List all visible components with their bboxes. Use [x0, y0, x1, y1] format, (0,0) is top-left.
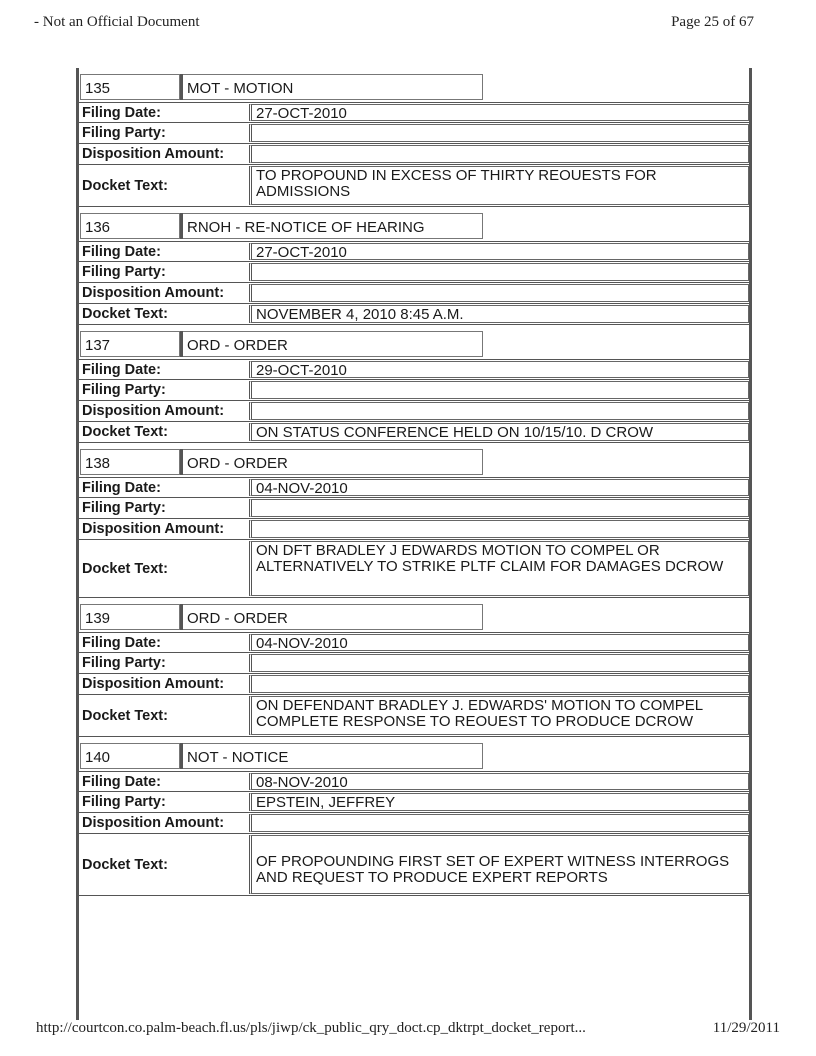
- filing-party-row: [78, 498, 752, 519]
- page-number: Page 25 of 67: [671, 14, 754, 30]
- filing-party-value: [249, 381, 749, 399]
- filing-party-value: [249, 499, 749, 517]
- entry-number: 140: [80, 743, 180, 769]
- docket-text-row: [78, 422, 752, 443]
- entry-type: RNOH - RE-NOTICE OF HEARING: [183, 213, 483, 239]
- filing-party-label: Filing Party:: [82, 655, 166, 671]
- disposition-amount-label: Disposition Amount:: [82, 146, 225, 162]
- filing-date-label: Filing Date:: [82, 104, 161, 121]
- docket-text-row: [78, 834, 752, 896]
- filing-date-label: Filing Date:: [82, 634, 161, 651]
- filing-date-value: 29-OCT-2010: [249, 361, 749, 378]
- filing-date-value: 27-OCT-2010: [249, 243, 749, 260]
- disposition-amount-label: Disposition Amount:: [82, 676, 225, 692]
- docket-text-label: Docket Text:: [82, 856, 168, 873]
- filing-party-row: [78, 792, 752, 813]
- filing-party-label: Filing Party:: [82, 125, 166, 141]
- disposition-amount-value: [249, 675, 749, 693]
- docket-text-label: Docket Text:: [82, 424, 168, 440]
- docket-text-row: [78, 695, 752, 737]
- docket-text-label: Docket Text:: [82, 177, 168, 194]
- docket-text-row: [78, 540, 752, 598]
- filing-date-label: Filing Date:: [82, 479, 161, 496]
- docket-text-row: [78, 304, 752, 325]
- entry-type: ORD - ORDER: [183, 604, 483, 630]
- filing-party-label: Filing Party:: [82, 500, 166, 516]
- disposition-amount-row: [78, 519, 752, 540]
- filing-date-value: 27-OCT-2010: [249, 104, 749, 121]
- print-date: 11/29/2011: [712, 1020, 780, 1036]
- docket-text-label: Docket Text:: [82, 306, 168, 322]
- entry-number: 138: [80, 449, 180, 475]
- entry-type: NOT - NOTICE: [183, 743, 483, 769]
- docket-text-label: Docket Text:: [82, 707, 168, 724]
- filing-date-label: Filing Date:: [82, 773, 161, 790]
- entry-type: MOT - MOTION: [183, 74, 483, 100]
- disposition-amount-row: [78, 283, 752, 304]
- disposition-amount-label: Disposition Amount:: [82, 403, 225, 419]
- filing-party-label: Filing Party:: [82, 794, 166, 810]
- entry-type: ORD - ORDER: [183, 331, 483, 357]
- disposition-amount-label: Disposition Amount:: [82, 815, 225, 831]
- filing-party-row: [78, 262, 752, 283]
- filing-party-row: [78, 653, 752, 674]
- disposition-amount-value: [249, 520, 749, 538]
- filing-party-row: [78, 123, 752, 144]
- filing-party-label: Filing Party:: [82, 264, 166, 280]
- docket-entry-header: [76, 447, 752, 477]
- docket-report: [76, 72, 752, 896]
- filing-date-label: Filing Date:: [82, 243, 161, 260]
- page-header: [34, 14, 754, 34]
- disposition-amount-label: Disposition Amount:: [82, 285, 225, 301]
- docket-entry-header: [76, 741, 752, 771]
- filing-date-value: 08-NOV-2010: [249, 773, 749, 790]
- entry-type: ORD - ORDER: [183, 449, 483, 475]
- source-url: http://courtcon.co.palm-beach.fl.us/pls/jiwp/ck_public_qry_doct.cp_dktrpt_docket_report...: [36, 1020, 586, 1036]
- filing-party-value: [249, 263, 749, 281]
- disposition-amount-value: [249, 814, 749, 832]
- docket-text-value: TO PROPOUND IN EXCESS OF THIRTY REOUESTS FOR ADMISSIONS: [249, 166, 749, 205]
- docket-text-label: Docket Text:: [82, 560, 168, 577]
- docket-entry-header: [76, 329, 752, 359]
- filing-date-row: [78, 771, 752, 792]
- docket-entry-header: [76, 602, 752, 632]
- page-footer: [36, 1020, 780, 1037]
- docket-text-value: OF PROPOUNDING FIRST SET OF EXPERT WITNESS INTERROGS AND REQUEST TO PRODUCE EXPERT REPORTS: [249, 835, 749, 894]
- disposition-amount-row: [78, 401, 752, 422]
- docket-text-value: ON DEFENDANT BRADLEY J. EDWARDS' MOTION TO COMPEL COMPLETE RESPONSE TO REOUEST TO PRODUCE DCROW: [249, 696, 749, 735]
- docket-text-value: NOVEMBER 4, 2010 8:45 A.M.: [249, 305, 749, 323]
- filing-date-row: [78, 359, 752, 380]
- disposition-amount-row: [78, 813, 752, 834]
- filing-date-label: Filing Date:: [82, 361, 161, 378]
- docket-entry-header: [76, 72, 752, 102]
- entry-number: 139: [80, 604, 180, 630]
- filing-party-value: [249, 124, 749, 142]
- disclaimer-text: - Not an Official Document: [34, 14, 200, 30]
- disposition-amount-value: [249, 402, 749, 420]
- filing-date-value: 04-NOV-2010: [249, 479, 749, 496]
- filing-date-row: [78, 241, 752, 262]
- filing-party-label: Filing Party:: [82, 382, 166, 398]
- disposition-amount-value: [249, 145, 749, 163]
- filing-party-value: EPSTEIN, JEFFREY: [249, 793, 749, 811]
- entry-number: 136: [80, 213, 180, 239]
- filing-date-row: [78, 477, 752, 498]
- filing-date-row: [78, 632, 752, 653]
- disposition-amount-row: [78, 144, 752, 165]
- entry-number: 137: [80, 331, 180, 357]
- docket-text-value: ON STATUS CONFERENCE HELD ON 10/15/10. D CROW: [249, 423, 749, 441]
- filing-party-value: [249, 654, 749, 672]
- docket-entry-header: [76, 211, 752, 241]
- filing-date-row: [78, 102, 752, 123]
- docket-text-row: [78, 165, 752, 207]
- disposition-amount-row: [78, 674, 752, 695]
- entry-number: 135: [80, 74, 180, 100]
- disposition-amount-value: [249, 284, 749, 302]
- filing-party-row: [78, 380, 752, 401]
- filing-date-value: 04-NOV-2010: [249, 634, 749, 651]
- docket-text-value: ON DFT BRADLEY J EDWARDS MOTION TO COMPEL OR ALTERNATIVELY TO STRIKE PLTF CLAIM FOR DAMAGES DCROW: [249, 541, 749, 596]
- disposition-amount-label: Disposition Amount:: [82, 521, 225, 537]
